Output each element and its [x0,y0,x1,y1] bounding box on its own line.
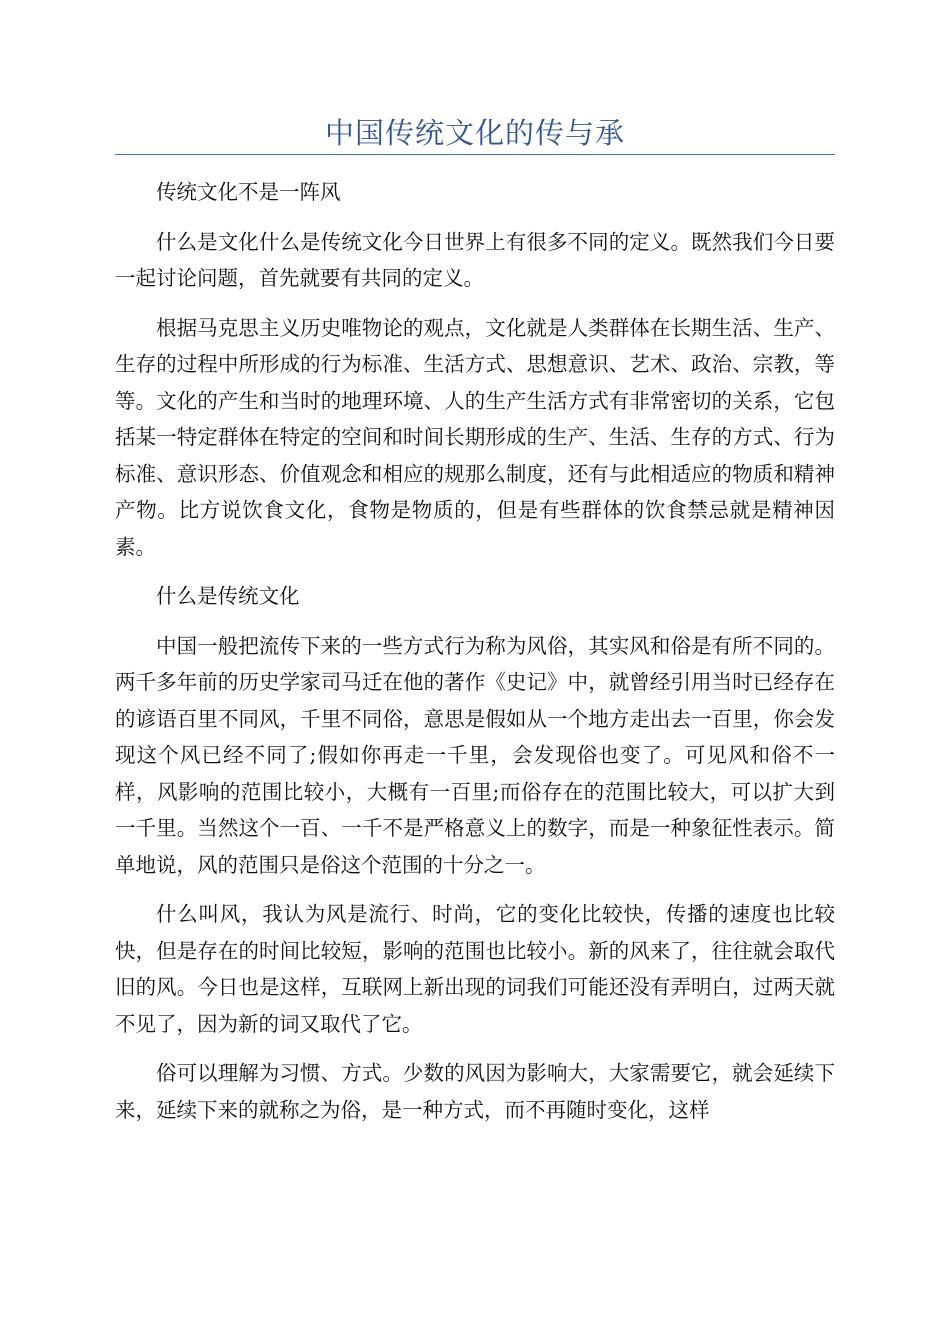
document-body [115,174,835,1141]
paragraph: 中国一般把流传下来的一些方式行为称为风俗，其实风和俗是有所不同的。两千多年前的历史学家司马迁在他的著作《史记》中，就曾经引用当时已经存在的谚语百里不同风，千里不同俗，意思是假如从一个地方走出去一百里，你会发现这个风已经不同了;假如你再走一千里，会发现俗也变了。可见风和俗不一样，风影响的范围比较小，大概有一百里;而俗存在的范围比较大，可以扩大到一千里。当然这个一百、一千不是严格意义上的数字，而是一种象征性表示。简单地说，风的范围只是俗这个范围的十分之一。 [115,633,835,877]
paragraph: 根据马克思主义历史唯物论的观点，文化就是人类群体在长期生活、生产、生存的过程中所形成的行为标准、生活方式、思想意识、艺术、政治、宗教，等等。文化的产生和当时的地理环境、人的生产生活方式有非常密切的关系，它包括某一特定群体在特定的空间和时间长期形成的生产、生活、生存的方式、行为标准、意识形态、价值观念和相应的规那么制度，还有与此相适应的物质和精神产物。比方说饮食文化，食物是物质的，但是有些群体的饮食禁忌就是精神因素。 [115,315,835,559]
document-title: 中国传统文化的传与承 [324,116,625,150]
subheading: 传统文化不是一阵风 [156,180,341,204]
title-underline [115,154,835,155]
paragraph: 俗可以理解为习惯、方式。少数的风因为影响大，大家需要它，就会延续下来，延续下来的就称之为俗，是一种方式，而不再随时变化，这样 [115,1061,835,1122]
paragraph: 什么叫风，我认为风是流行、时尚，它的变化比较快，传播的速度也比较快，但是存在的时间比较短，影响的范围也比较小。新的风来了，往往就会取代旧的风。今日也是这样，互联网上新出现的词我们可能还没有弄明白，过两天就不见了，因为新的词又取代了它。 [115,902,835,1036]
subheading: 什么是传统文化 [156,584,300,608]
paragraph: 什么是文化什么是传统文化今日世界上有很多不同的定义。既然我们今日要一起讨论问题，首先就要有共同的定义。 [115,229,835,290]
